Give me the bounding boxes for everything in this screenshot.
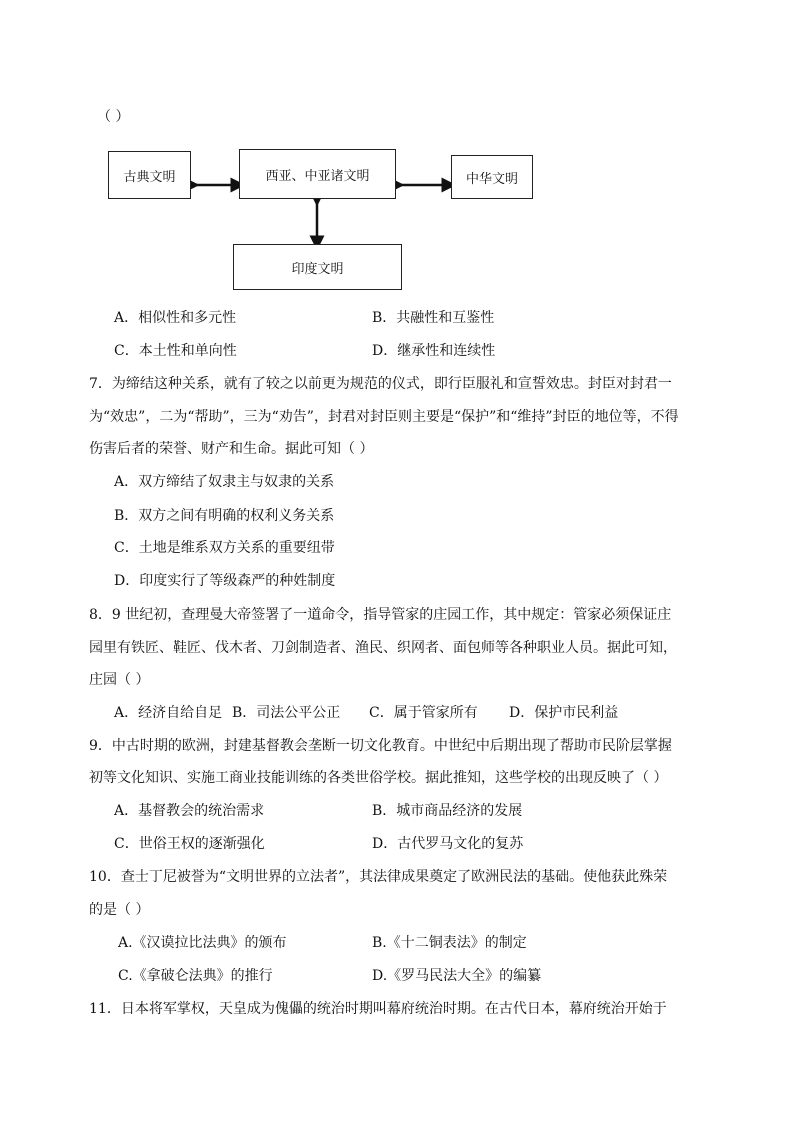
q7-option-d: D．印度实行了等级森严的种姓制度 <box>114 573 336 589</box>
q10-option-b: B.《十二铜表法》的制定 <box>372 935 527 951</box>
diagram-box-chinese: 中华文明 <box>451 155 533 199</box>
q7-option-a: A．双方缔结了奴隶主与奴隶的关系 <box>114 474 335 490</box>
q6-option-c: C．本土性和单向性 <box>114 343 237 359</box>
q7-option-b: B．双方之间有明确的权利义务关系 <box>114 508 335 524</box>
diagram-box-classical: 古典文明 <box>108 151 191 199</box>
q7-stem-line1: 7．为缔结这种关系，就有了较之以前更为规范的仪式，即行臣服礼和宣誓效忠。封臣对封君一 <box>89 376 672 392</box>
q7-stem-line2: 为“效忠”，二为“帮助”，三为“劝告”，封君对封臣则主要是“保护”和“维持”封臣的地位等，不得 <box>89 409 679 425</box>
q10-option-a: A.《汉谟拉比法典》的颁布 <box>118 935 287 951</box>
q8-stem-line2: 园里有铁匠、鞋匠、伐木者、刀剑制造者、渔民、织网者、面包师等各种职业人员。据此可知， <box>89 640 677 656</box>
q6-option-a: A．相似性和多元性 <box>114 310 237 326</box>
q8-stem-line1: 8．9 世纪初，查理曼大帝签署了一道命令，指导管家的庄园工作，其中规定：管家必须保证庄 <box>89 607 672 623</box>
q9-stem-line2: 初等文化知识、实施工商业技能训练的各类世俗学校。据此推知，这些学校的出现反映了（ ） <box>89 770 668 786</box>
q10-option-d: D.《罗马民法大全》的编纂 <box>372 968 542 984</box>
diagram-box-west-central-asia: 西亚、中亚诸文明 <box>239 149 396 199</box>
q8-option-a: A．经济自给自足 <box>114 705 223 721</box>
q9-option-c: C．世俗王权的逐渐强化 <box>114 836 265 852</box>
q10-stem-line2: 的是（ ） <box>89 902 150 918</box>
q7-stem-line3: 伤害后者的荣誉、财产和生命。据此可知（ ） <box>89 441 374 457</box>
q6-option-b: B．共融性和互鉴性 <box>372 310 495 326</box>
q9-stem-line1: 9．中古时期的欧洲，封建基督教会垄断一切文化教育。中世纪中后期出现了帮助市民阶层掌握 <box>89 738 672 754</box>
q7-option-c: C．土地是维系双方关系的重要纽带 <box>114 540 335 556</box>
q8-option-c: C．属于管家所有 <box>369 705 478 721</box>
q9-option-d: D．古代罗马文化的复苏 <box>372 836 524 852</box>
q11-stem-line1: 11．日本将军掌权，天皇成为傀儡的统治时期叫幕府统治时期。在古代日本，幕府统治开始于 <box>89 1001 667 1017</box>
q10-stem-line1: 10．查士丁尼被誉为“文明世界的立法者”，其法律成果奠定了欧洲民法的基础。使他获此殊荣 <box>89 869 668 885</box>
q9-option-a: A．基督教会的统治需求 <box>114 803 265 819</box>
q10-option-c: C.《拿破仑法典》的推行 <box>118 968 273 984</box>
q6-stem-tail: （ ） <box>97 109 130 125</box>
q8-option-b: B．司法公平公正 <box>232 705 341 721</box>
q6-option-d: D．继承性和连续性 <box>372 343 496 359</box>
diagram-box-indian: 印度文明 <box>233 244 402 290</box>
q9-option-b: B．城市商品经济的发展 <box>372 803 523 819</box>
q8-stem-line3: 庄园（ ） <box>89 672 150 688</box>
q8-option-d: D．保护市民利益 <box>509 705 619 721</box>
